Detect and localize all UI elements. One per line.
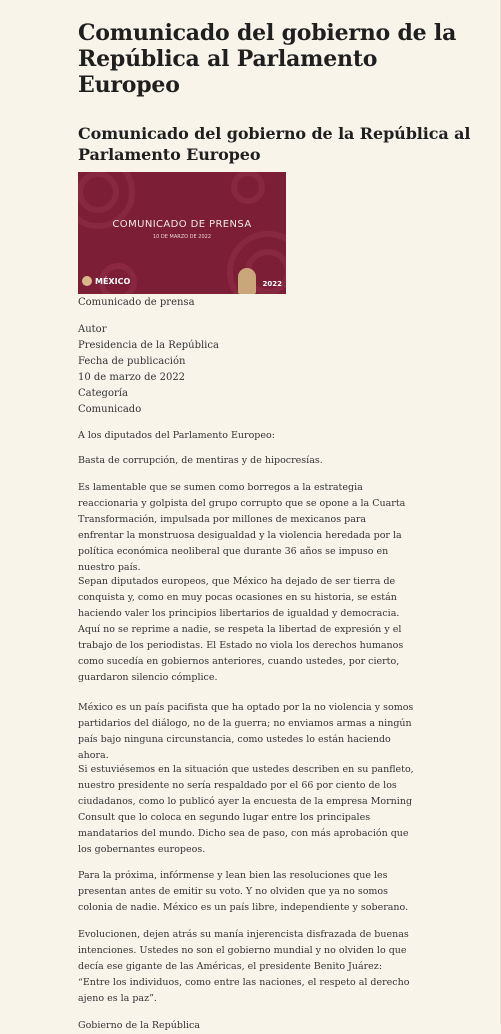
- date-value: 10 de marzo de 2022: [78, 372, 186, 383]
- paragraph-8: Evolucionen, dejen atrás su manía injerencista disfrazada de buenas intenciones. Ustedes no son el gobierno mundial y no olviden lo que decía ese gigante de las Américas, el presidente Benito Juárez: “Entre los individuos, como entre las naciones, el respeto al derecho ajeno es la paz”.: [78, 929, 410, 1004]
- page-title: Comunicado del gobierno de la República al Parlamento Europeo: [78, 20, 457, 98]
- paragraph-3: Es lamentable que se sumen como borregos a la estrategia reaccionaria y golpista del grupo corrupto que se opone a la Cuarta Transformación, impulsada por millones de mexicanos para enfrentar la monstruosa desigualdad y la violencia heredada por la política económica neoliberal que durante 36 años se impuso en nuestro país.: [78, 482, 406, 573]
- press-release-banner: [78, 172, 286, 294]
- banner-year: 2022: [262, 280, 282, 288]
- paragraph-4: Sepan diputados europeos, que México ha dejado de ser tierra de conquista y, como en muy pocas ocasiones en su historia, se están haciendo valer los principios libertarios de igualdad y democracia. Aquí no se reprime a nadie, se respeta la libertad de expresión y el trabajo de los periodistas. El Estado no viola los derechos humanos como sucedía en gobiernos anteriores, cuando ustedes, por cierto, guardaron silencio cómplice.: [78, 576, 404, 683]
- article-title: Comunicado del gobierno de la República al Parlamento Europeo: [78, 124, 471, 164]
- logo-text: MÉXICO: [95, 276, 131, 286]
- date-label: Fecha de publicación: [78, 356, 186, 367]
- mexico-logo: [82, 276, 130, 286]
- image-caption: Comunicado de prensa: [78, 297, 195, 308]
- paragraph-6: Si estuviésemos en la situación que ustedes describen en su panfleto, nuestro presidente no sería respaldado por el 66 por ciento de los ciudadanos, como lo publicó ayer la encuesta de la empresa Morning Consult que lo coloca en segundo lugar entre los principales mandatarios del mundo. Dicho sea de paso, con más aprobación que los gobernantes europeos.: [78, 764, 414, 855]
- paragraph-2: Basta de corrupción, de mentiras y de hipocresías.: [78, 455, 323, 466]
- paragraph-7: Para la próxima, infórmense y lean bien las resoluciones que les presentan antes de emitir su voto. Y no olviden que ya no somos colonia de nadie. México es un país libre, independiente y soberano.: [78, 870, 409, 913]
- category-label: Categoría: [78, 388, 128, 399]
- eagle-emblem-icon: [82, 276, 92, 286]
- paragraph-salutation: A los diputados del Parlamento Europeo:: [78, 430, 275, 441]
- banner-title: COMUNICADO DE PRENSA: [112, 219, 252, 230]
- author-label: Autor: [78, 324, 107, 335]
- article-meta: [78, 322, 219, 418]
- paragraph-5: México es un país pacifista que ha optado por la no violencia y somos partidarios del diálogo, no de la guerra; no enviamos armas a ningún país bajo ninguna circunstancia, como ustedes lo están haciendo ahora.: [78, 702, 414, 761]
- author-value: Presidencia de la República: [78, 340, 219, 351]
- signature: Gobierno de la República: [78, 1020, 201, 1031]
- juarez-portrait-icon: [238, 268, 256, 294]
- banner-date: 10 DE MARZO DE 2022: [152, 234, 212, 240]
- category-value: Comunicado: [78, 404, 142, 415]
